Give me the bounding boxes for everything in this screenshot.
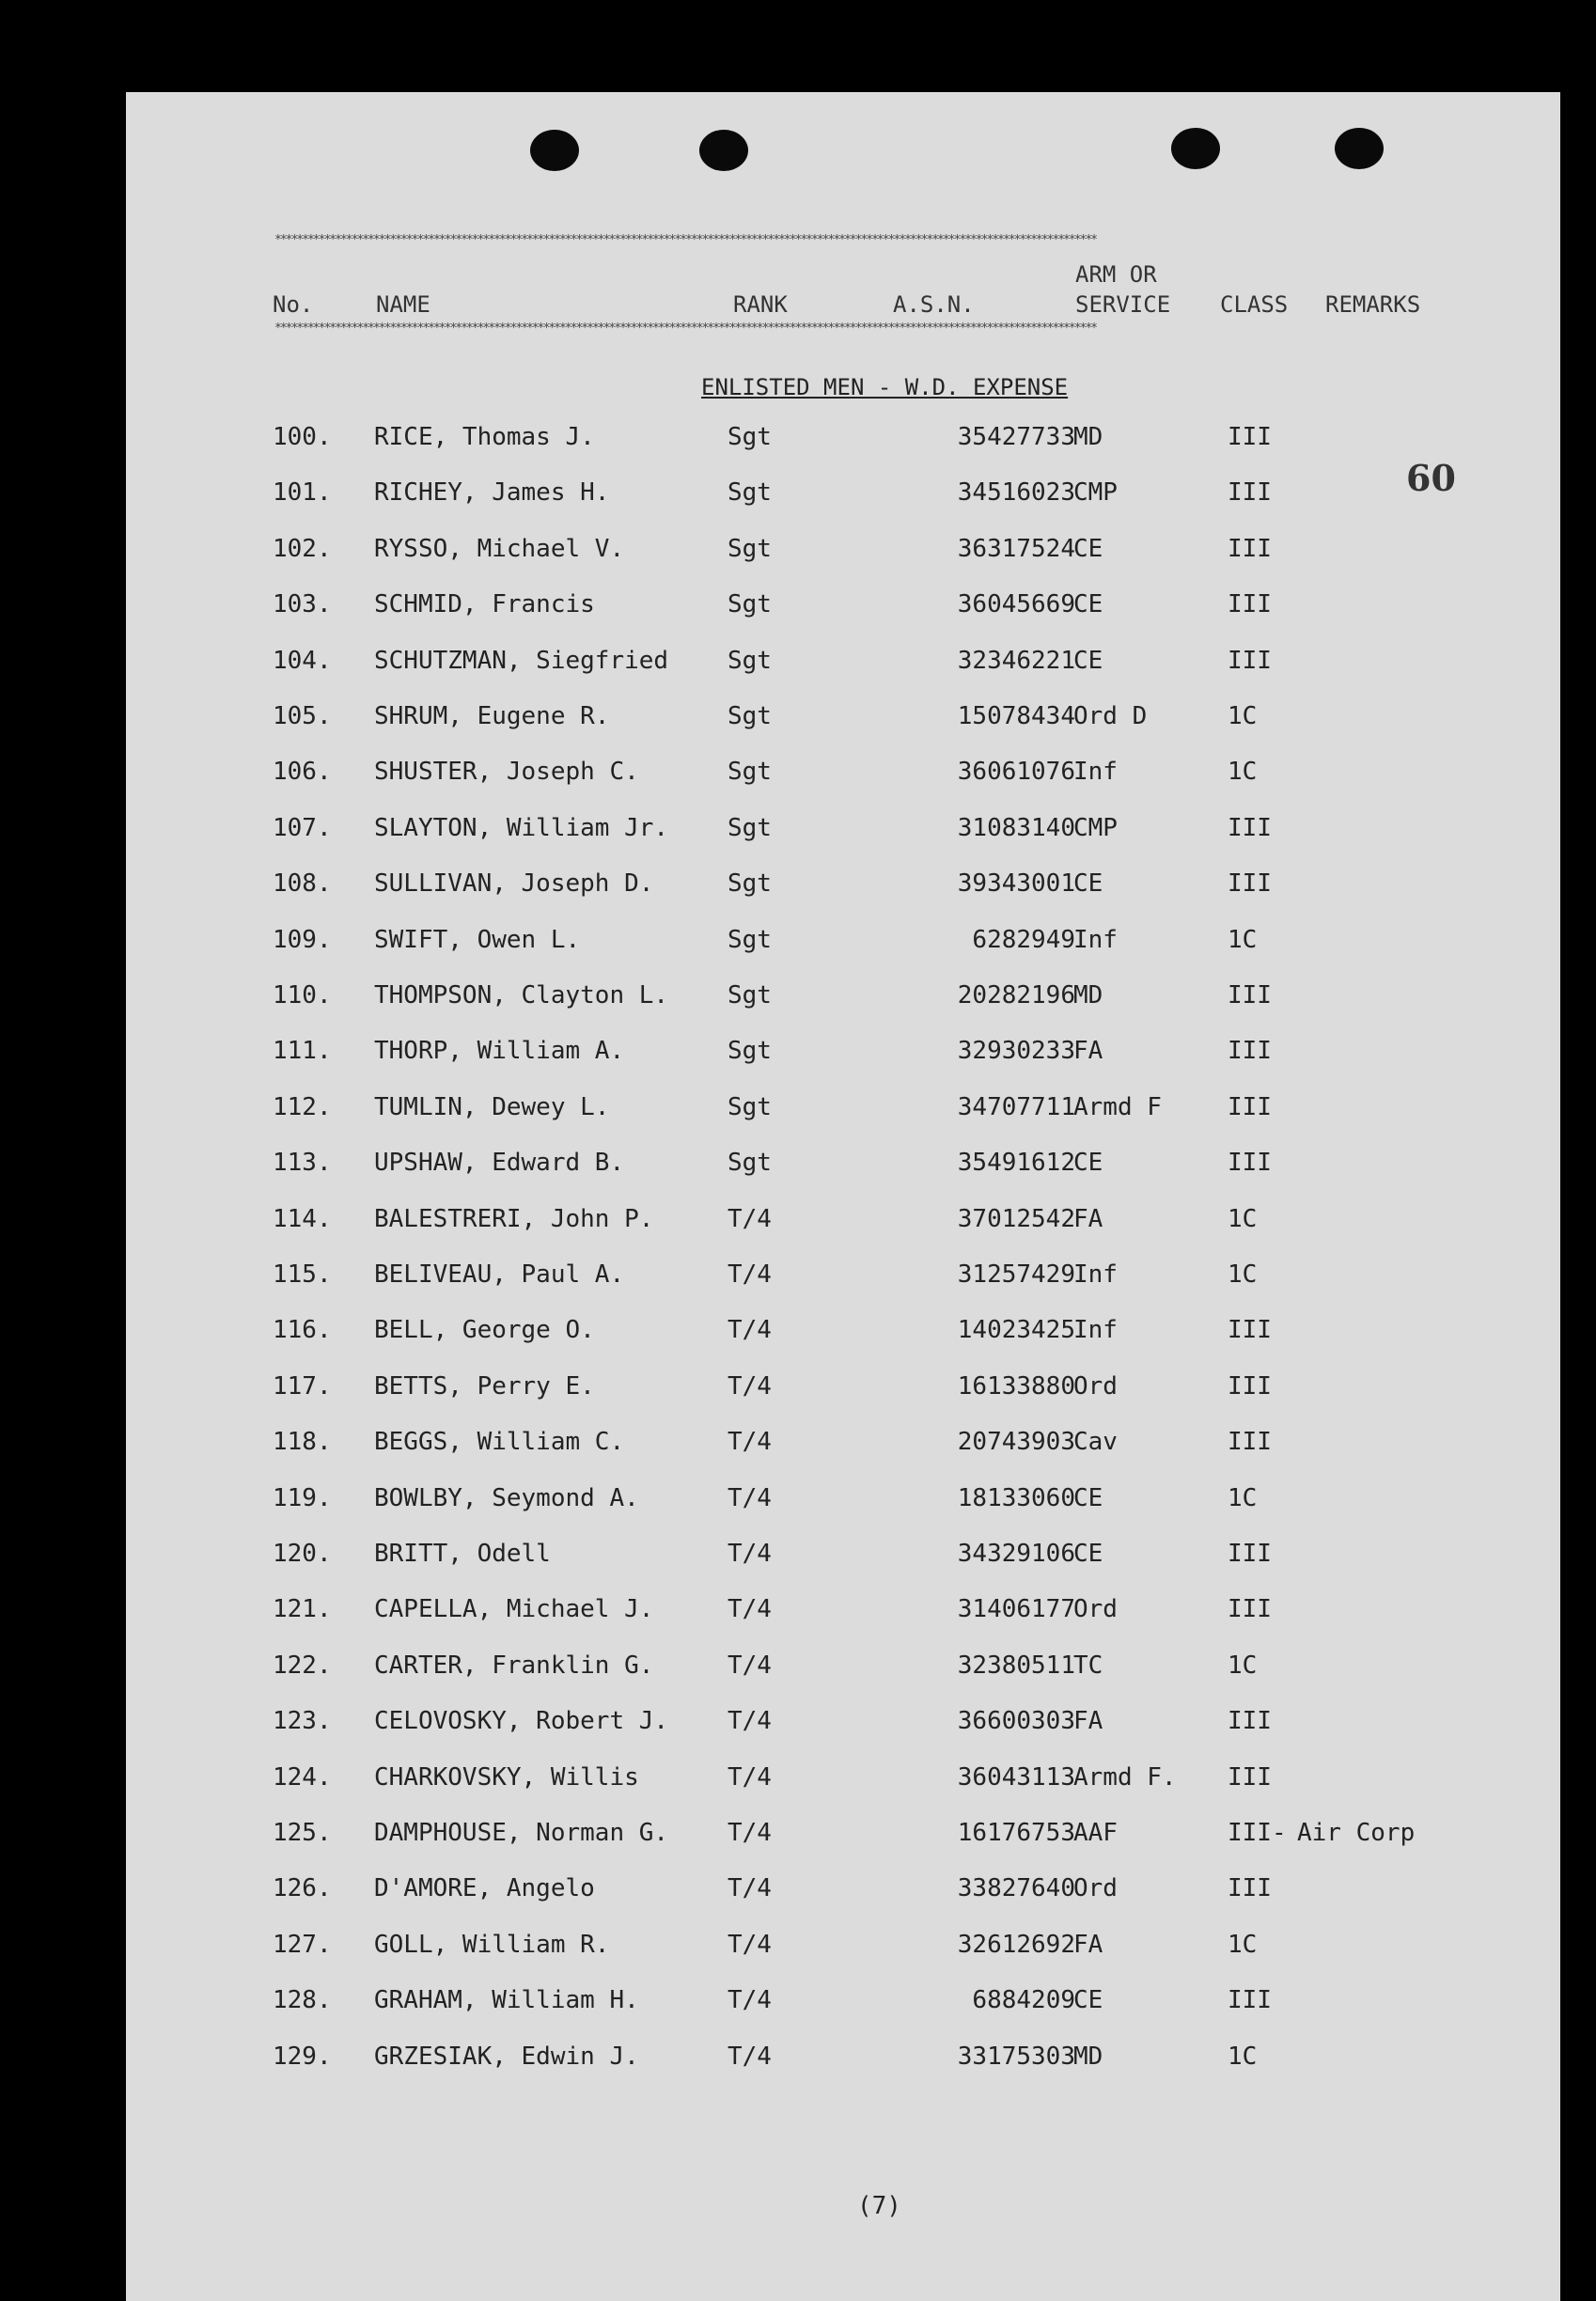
- cell-class: III: [1228, 1371, 1272, 1401]
- cell-class: 1C: [1228, 1651, 1258, 1680]
- cell-no: 108.: [273, 869, 332, 899]
- cell-rank: T/4: [728, 1595, 772, 1624]
- cell-no: 114.: [273, 1204, 332, 1233]
- col-header-arm: ARM OR: [1075, 261, 1157, 288]
- table-row: [126, 1651, 1560, 1689]
- cell-asn: 20743903: [957, 1428, 1075, 1457]
- cell-name: SCHMID, Francis: [374, 590, 595, 619]
- table-row: [126, 647, 1560, 684]
- cell-name: THORP, William A.: [374, 1037, 625, 1066]
- table-row: [126, 1595, 1560, 1633]
- cell-no: 123.: [273, 1707, 332, 1736]
- cell-rank: Sgt: [728, 646, 772, 675]
- table-row: [126, 1874, 1560, 1912]
- cell-class: III: [1228, 1316, 1272, 1345]
- cell-class: 1C: [1228, 702, 1258, 730]
- cell-no: 125.: [273, 1819, 332, 1847]
- cell-no: 102.: [273, 534, 332, 563]
- cell-name: BETTS, Perry E.: [374, 1371, 595, 1401]
- punch-hole: [699, 130, 748, 171]
- cell-no: 121.: [273, 1595, 332, 1624]
- cell-asn: 37012542: [957, 1204, 1075, 1233]
- cell-name: SHRUM, Eugene R.: [374, 702, 610, 730]
- cell-class: III: [1228, 1986, 1272, 2015]
- cell-rank: Sgt: [728, 534, 772, 563]
- cell-no: 116.: [273, 1316, 332, 1345]
- table-row: [126, 1763, 1560, 1801]
- cell-asn: 33827640: [957, 1874, 1075, 1903]
- cell-asn: 16133880: [957, 1371, 1075, 1401]
- cell-rank: Sgt: [728, 981, 772, 1010]
- cell-rank: Sgt: [728, 1092, 772, 1121]
- cell-class: III: [1228, 1874, 1272, 1903]
- cell-arm: TC: [1073, 1651, 1103, 1680]
- table-row: [126, 758, 1560, 795]
- cell-name: THOMPSON, Clayton L.: [374, 981, 669, 1010]
- col-header-no: No.: [273, 291, 314, 318]
- col-header-rank: RANK: [733, 291, 788, 318]
- cell-arm: FA: [1073, 1930, 1103, 1959]
- cell-rank: Sgt: [728, 702, 772, 730]
- cell-no: 115.: [273, 1260, 332, 1289]
- cell-no: 118.: [273, 1428, 332, 1457]
- cell-name: BRITT, Odell: [374, 1540, 551, 1568]
- cell-name: CELOVOSKY, Robert J.: [374, 1707, 669, 1736]
- cell-asn: 32930233: [957, 1037, 1075, 1066]
- cell-no: 113.: [273, 1149, 332, 1178]
- table-row: [126, 926, 1560, 963]
- cell-class: 1C: [1228, 758, 1258, 787]
- cell-no: 128.: [273, 1986, 332, 2015]
- table-row: [126, 590, 1560, 628]
- cell-rank: T/4: [728, 1204, 772, 1233]
- cell-name: GRAHAM, William H.: [374, 1986, 639, 2015]
- table-row: [126, 478, 1560, 516]
- cell-arm: CE: [1073, 534, 1103, 563]
- cell-rank: T/4: [728, 1986, 772, 2015]
- cell-class: III: [1228, 1540, 1272, 1568]
- punch-hole: [1335, 128, 1384, 169]
- cell-arm: Ord: [1073, 1371, 1118, 1401]
- document-page: [126, 92, 1560, 2301]
- table-row: [126, 423, 1560, 461]
- cell-arm: CE: [1073, 1540, 1103, 1568]
- table-row: [126, 1707, 1560, 1745]
- cell-class: III: [1228, 1595, 1272, 1624]
- cell-no: 103.: [273, 590, 332, 619]
- cell-name: SHUSTER, Joseph C.: [374, 758, 639, 787]
- cell-arm: Inf: [1073, 758, 1118, 787]
- cell-rank: T/4: [728, 1260, 772, 1289]
- table-row: [126, 1149, 1560, 1186]
- table-row: [126, 1540, 1560, 1577]
- cell-rank: Sgt: [728, 869, 772, 899]
- cell-remarks: Air Corp: [1297, 1819, 1416, 1847]
- cell-arm: AAF: [1073, 1819, 1118, 1847]
- cell-asn: 35427733: [957, 423, 1075, 451]
- cell-arm: CE: [1073, 646, 1103, 675]
- cell-class: III: [1228, 1428, 1272, 1457]
- cell-class: III: [1228, 646, 1272, 675]
- cell-rank: Sgt: [728, 590, 772, 619]
- cell-arm: CE: [1073, 1149, 1103, 1178]
- cell-no: 104.: [273, 646, 332, 675]
- cell-arm: Ord: [1073, 1595, 1118, 1624]
- section-title: ENLISTED MEN - W.D. EXPENSE: [701, 374, 1069, 400]
- cell-name: SLAYTON, William Jr.: [374, 813, 669, 842]
- col-header-remarks: REMARKS: [1325, 291, 1421, 318]
- cell-asn: 16176753: [957, 1819, 1075, 1847]
- cell-arm: CE: [1073, 1483, 1103, 1512]
- cell-rank: T/4: [728, 1874, 772, 1903]
- cell-arm: Inf: [1073, 1260, 1118, 1289]
- cell-rank: T/4: [728, 1651, 772, 1680]
- cell-class: 1C: [1228, 1930, 1258, 1959]
- cell-name: SCHUTZMAN, Siegfried: [374, 646, 669, 675]
- cell-asn: 36317524: [957, 534, 1075, 563]
- table-row: [126, 1093, 1560, 1131]
- cell-class: III: [1228, 590, 1272, 619]
- cell-rank: T/4: [728, 1819, 772, 1847]
- cell-no: 100.: [273, 423, 332, 451]
- cell-class: III: [1228, 869, 1272, 899]
- cell-no: 120.: [273, 1540, 332, 1568]
- table-row: [126, 1316, 1560, 1354]
- cell-name: CAPELLA, Michael J.: [374, 1595, 654, 1624]
- cell-arm: FA: [1073, 1037, 1103, 1066]
- cell-arm: Inf: [1073, 1316, 1118, 1345]
- cell-arm: CMP: [1073, 813, 1118, 842]
- cell-no: 112.: [273, 1092, 332, 1121]
- cell-class: III: [1228, 1149, 1272, 1178]
- cell-rank: Sgt: [728, 758, 772, 787]
- cell-no: 122.: [273, 1651, 332, 1680]
- cell-rank: T/4: [728, 1762, 772, 1792]
- cell-arm: Armd F.: [1073, 1762, 1177, 1792]
- cell-no: 110.: [273, 981, 332, 1010]
- cell-rank: Sgt: [728, 1149, 772, 1178]
- table-row: [126, 981, 1560, 1019]
- cell-no: 126.: [273, 1874, 332, 1903]
- cell-rank: T/4: [728, 1707, 772, 1736]
- table-row: [126, 702, 1560, 740]
- cell-name: UPSHAW, Edward B.: [374, 1149, 625, 1178]
- punch-hole: [530, 130, 579, 171]
- table-row: [126, 1428, 1560, 1465]
- col-header-class: CLASS: [1220, 291, 1289, 318]
- cell-name: BALESTRERI, John P.: [374, 1204, 654, 1233]
- cell-name: BELL, George O.: [374, 1316, 595, 1345]
- cell-asn: 6884209: [972, 1986, 1075, 2015]
- cell-no: 111.: [273, 1037, 332, 1066]
- cell-arm: FA: [1073, 1707, 1103, 1736]
- cell-arm: Ord: [1073, 1874, 1118, 1903]
- cell-asn: 34329106: [957, 1540, 1075, 1568]
- table-row: [126, 2043, 1560, 2080]
- cell-rank: T/4: [728, 2042, 772, 2071]
- cell-name: D'AMORE, Angelo: [374, 1874, 595, 1903]
- cell-class: 1C: [1228, 1483, 1258, 1512]
- cell-arm: FA: [1073, 1204, 1103, 1233]
- cell-rank: T/4: [728, 1371, 772, 1401]
- cell-name: CARTER, Franklin G.: [374, 1651, 654, 1680]
- cell-asn: 33175303: [957, 2042, 1075, 2071]
- cell-asn: 18133060: [957, 1483, 1075, 1512]
- table-row: [126, 1260, 1560, 1298]
- cell-arm: CE: [1073, 1986, 1103, 2015]
- cell-rank: T/4: [728, 1540, 772, 1568]
- cell-asn: 36043113: [957, 1762, 1075, 1792]
- cell-no: 105.: [273, 702, 332, 730]
- cell-name: SULLIVAN, Joseph D.: [374, 869, 654, 899]
- table-row: [126, 869, 1560, 907]
- table-row: [126, 1372, 1560, 1410]
- cell-rank: Sgt: [728, 813, 772, 842]
- cell-arm: MD: [1073, 981, 1103, 1010]
- cell-name: SWIFT, Owen L.: [374, 925, 581, 954]
- cell-asn: 6282949: [972, 925, 1075, 954]
- cell-class: 1C: [1228, 1204, 1258, 1233]
- cell-name: DAMPHOUSE, Norman G.: [374, 1819, 669, 1847]
- top-star-rule: ******************************************************************************************************************************************************: [274, 233, 1096, 247]
- table-row: [126, 1819, 1560, 1856]
- cell-no: 127.: [273, 1930, 332, 1959]
- cell-class: III: [1228, 981, 1272, 1010]
- cell-arm: Cav: [1073, 1428, 1118, 1457]
- cell-no: 101.: [273, 478, 332, 508]
- table-row: [126, 1931, 1560, 1968]
- punch-hole: [1171, 128, 1220, 169]
- table-row: [126, 1986, 1560, 2024]
- cell-asn: 20282196: [957, 981, 1075, 1010]
- cell-arm: CMP: [1073, 478, 1118, 508]
- cell-arm: CE: [1073, 590, 1103, 619]
- cell-asn: 39343001: [957, 869, 1075, 899]
- cell-no: 109.: [273, 925, 332, 954]
- cell-name: RYSSO, Michael V.: [374, 534, 625, 563]
- cell-no: 119.: [273, 1483, 332, 1512]
- cell-class: III: [1228, 1707, 1272, 1736]
- col-header-asn: A.S.N.: [893, 291, 975, 318]
- cell-asn: 34516023: [957, 478, 1075, 508]
- cell-asn: 35491612: [957, 1149, 1075, 1178]
- cell-class: III: [1228, 478, 1272, 508]
- cell-arm: Inf: [1073, 925, 1118, 954]
- cell-asn: 32612692: [957, 1930, 1075, 1959]
- cell-rank: Sgt: [728, 925, 772, 954]
- cell-asn: 32346221: [957, 646, 1075, 675]
- table-row: [126, 814, 1560, 852]
- col-header-service: SERVICE: [1075, 291, 1171, 318]
- cell-class: III: [1228, 1092, 1272, 1121]
- cell-asn: 31257429: [957, 1260, 1075, 1289]
- cell-name: BELIVEAU, Paul A.: [374, 1260, 625, 1289]
- cell-class: III: [1228, 813, 1272, 842]
- cell-class: III: [1228, 423, 1272, 451]
- cell-arm: MD: [1073, 2042, 1103, 2071]
- cell-rank: T/4: [728, 1428, 772, 1457]
- cell-name: GOLL, William R.: [374, 1930, 610, 1959]
- cell-name: TUMLIN, Dewey L.: [374, 1092, 610, 1121]
- cell-arm: MD: [1073, 423, 1103, 451]
- cell-no: 107.: [273, 813, 332, 842]
- cell-rank: T/4: [728, 1930, 772, 1959]
- cell-class: 1C: [1228, 1260, 1258, 1289]
- cell-name: CHARKOVSKY, Willis: [374, 1762, 639, 1792]
- cell-rank: Sgt: [728, 1037, 772, 1066]
- cell-class: 1C: [1228, 2042, 1258, 2071]
- cell-class: III: [1228, 1762, 1272, 1792]
- cell-no: 129.: [273, 2042, 332, 2071]
- cell-name: RICE, Thomas J.: [374, 423, 595, 451]
- bottom-star-rule: ******************************************************************************************************************************************************: [274, 321, 1096, 336]
- cell-no: 124.: [273, 1762, 332, 1792]
- cell-asn: 34707711: [957, 1092, 1075, 1121]
- table-row: [126, 1205, 1560, 1243]
- cell-asn: 31406177: [957, 1595, 1075, 1624]
- cell-asn: 14023425: [957, 1316, 1075, 1345]
- page-mark: 60: [1406, 457, 1456, 499]
- page-number: (7): [857, 2192, 901, 2220]
- col-header-name: NAME: [376, 291, 430, 318]
- cell-name: BEGGS, William C.: [374, 1428, 625, 1457]
- cell-name: GRZESIAK, Edwin J.: [374, 2042, 639, 2071]
- cell-arm: CE: [1073, 869, 1103, 899]
- cell-asn: 36600303: [957, 1707, 1075, 1736]
- cell-rank: Sgt: [728, 423, 772, 451]
- cell-rank: T/4: [728, 1316, 772, 1345]
- table-row: [126, 1484, 1560, 1522]
- cell-arm: Armd F: [1073, 1092, 1162, 1121]
- cell-arm: Ord D: [1073, 702, 1148, 730]
- cell-asn: 15078434: [957, 702, 1075, 730]
- cell-rank: T/4: [728, 1483, 772, 1512]
- cell-class: III-: [1228, 1819, 1287, 1847]
- cell-class: 1C: [1228, 925, 1258, 954]
- table-row: [126, 535, 1560, 572]
- cell-name: RICHEY, James H.: [374, 478, 610, 508]
- cell-class: III: [1228, 534, 1272, 563]
- cell-asn: 36061076: [957, 758, 1075, 787]
- cell-asn: 36045669: [957, 590, 1075, 619]
- table-row: [126, 1037, 1560, 1074]
- cell-no: 117.: [273, 1371, 332, 1401]
- cell-rank: Sgt: [728, 478, 772, 508]
- cell-name: BOWLBY, Seymond A.: [374, 1483, 639, 1512]
- cell-asn: 32380511: [957, 1651, 1075, 1680]
- cell-no: 106.: [273, 758, 332, 787]
- cell-asn: 31083140: [957, 813, 1075, 842]
- cell-class: III: [1228, 1037, 1272, 1066]
